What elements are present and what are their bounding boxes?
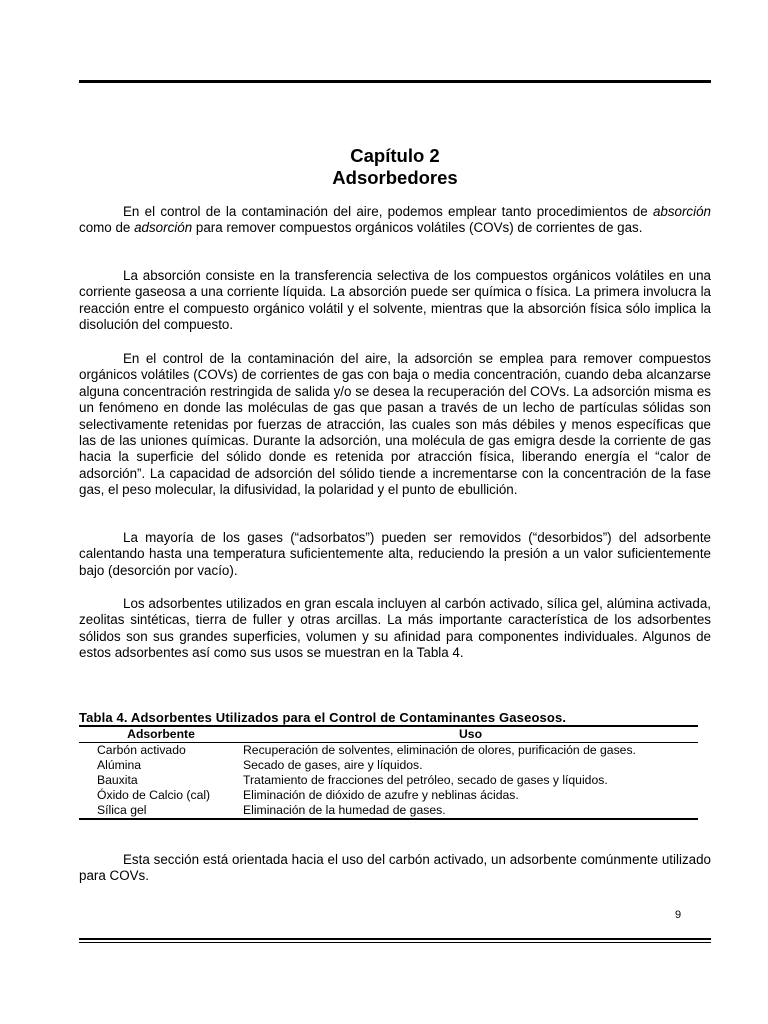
term-adsorcion: adsorción bbox=[134, 220, 193, 236]
table-row bbox=[79, 788, 698, 803]
paragraph-desorcion: La mayoría de los gases (“adsorbatos”) pueden ser removidos (“desorbidos”) del adsorbente calentando hasta una temperatura suficientemente alta, reduciendo la presión a un valor suficientemente bajo (desorción por vacío). bbox=[79, 530, 711, 578]
table-row bbox=[79, 758, 698, 773]
table-row bbox=[79, 803, 698, 819]
table-row bbox=[79, 743, 698, 759]
paragraph-intro: En el control de la contaminación del aire, podemos emplear tanto procedimientos de absorción como de adsorción para remover compuestos orgánicos volátiles (COVs) de corrientes de gas. bbox=[79, 204, 711, 236]
chapter-title: Adsorbedores bbox=[332, 167, 458, 188]
cell-adsorbente: Carbón activado bbox=[97, 743, 186, 757]
chapter-label: Capítulo 2 bbox=[350, 145, 440, 166]
cell-uso: Tratamiento de fracciones del petróleo, secado de gases y líquidos. bbox=[243, 773, 608, 787]
cell-adsorbente: Sílica gel bbox=[79, 803, 243, 819]
paragraph-absorcion: La absorción consiste en la transferencia selectiva de los compuestos orgánicos volátiles en una corriente gaseosa a una corriente líquida. La absorción puede ser química o física. La primera involucra la reacción entre el compuesto orgánico volátil y el solvente, mientras que la absorción física sólo implica la disolución del compuesto. bbox=[79, 268, 711, 333]
table-header-row bbox=[79, 726, 698, 743]
term-absorcion: absorción bbox=[652, 204, 711, 219]
paragraph-adsorbentes: Los adsorbentes utilizados en gran escala incluyen al carbón activado, sílica gel, alúmina activada, zeolitas sintéticas, tierra de fuller y otras arcillas. La más importante característica de los adsorbentes sólidos son sus grandes superficies, volumen y su afinidad para componentes individuales. Algunos de estos adsorbentes así como sus usos se muestran en la Tabla 4. bbox=[79, 596, 711, 661]
paragraph-adsorcion: En el control de la contaminación del aire, la adsorción se emplea para remover compuestos orgánicos volátiles (COVs) de corrientes de gas con baja o media concentración, cuando deba alcanzarse alguna concentración restringida de salida y/o se desea la recuperación del COVs. La adsorción misma es un fenómeno en donde las moléculas de gas que pasan a través de un lecho de partículas sólidas son selectivamente retenidas por fuerzas de atracción, las cuales son más débiles y menos específicas que las de las uniones químicas. Durante la adsorción, una molécula de gas emigra desde la corriente de gas hacia la superficie del sólido donde es retenida por atracción física, liberando energía el “calor de adsorción”. La capacidad de adsorción del sólido tiende a incrementarse con la concentración de la fase gas, el peso molecular, la difusividad, la polaridad y el punto de ebullición. bbox=[79, 351, 711, 498]
adsorbents-table bbox=[79, 725, 698, 820]
footer-rule-thin bbox=[79, 942, 711, 943]
cell-uso: Recuperación de solventes, eliminación de olores, purificación de gases. bbox=[243, 743, 636, 757]
paragraph-carbon-activado: Esta sección está orientada hacia el uso del carbón activado, un adsorbente comúnmente utilizado para COVs. bbox=[79, 852, 711, 884]
cell-uso: Eliminación de la humedad de gases. bbox=[243, 803, 698, 819]
table-caption: Tabla 4. Adsorbentes Utilizados para el Control de Contaminantes Gaseosos. bbox=[79, 710, 567, 725]
footer-rule-thick bbox=[79, 938, 711, 940]
page-number: 9 bbox=[675, 909, 682, 921]
cell-adsorbente: Alúmina bbox=[97, 758, 142, 772]
column-header-uso: Uso bbox=[243, 726, 698, 743]
column-header-adsorbente: Adsorbente bbox=[79, 726, 243, 743]
cell-adsorbente: Bauxita bbox=[97, 773, 138, 787]
cell-adsorbente: Óxido de Calcio (cal) bbox=[97, 788, 211, 802]
header-rule bbox=[79, 80, 711, 83]
table-row bbox=[79, 773, 698, 788]
cell-uso: Secado de gases, aire y líquidos. bbox=[243, 758, 423, 772]
cell-uso: Eliminación de dióxido de azufre y neblinas ácidas. bbox=[243, 788, 519, 802]
